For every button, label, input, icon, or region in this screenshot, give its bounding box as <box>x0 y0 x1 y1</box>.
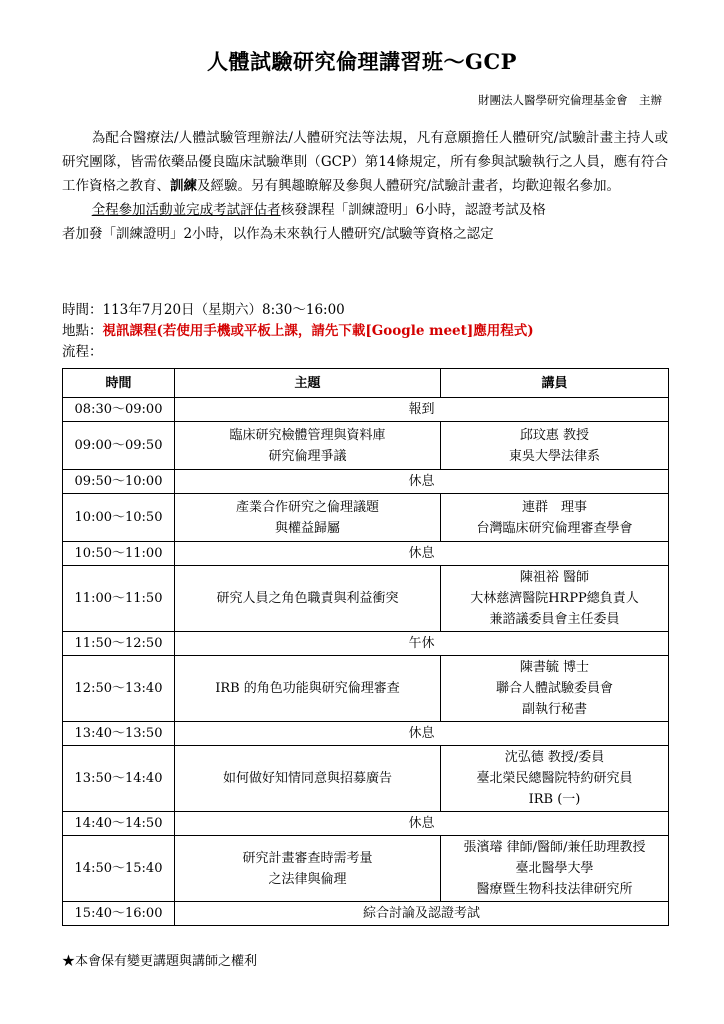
row-topic <box>175 746 441 812</box>
row-speaker <box>441 422 669 470</box>
place-label: 地點： <box>62 323 103 339</box>
row-topic <box>175 494 441 542</box>
topic-line: 研究倫理爭議 <box>268 448 347 464</box>
intro-text-end: 及經驗。另有興趣瞭解及參與人體研究/試驗計畫者，均歡迎報名參加。 <box>197 178 621 194</box>
header-time: 時間 <box>63 369 175 398</box>
page-title: 人體試驗研究倫理講習班～GCP <box>207 49 517 74</box>
speaker-line: 東吳大學法律系 <box>508 448 600 464</box>
row-speaker <box>441 494 669 542</box>
row-break: 休息 <box>175 470 669 494</box>
schedule-row <box>63 566 669 632</box>
row-time: 08:30～09:00 <box>63 398 175 422</box>
topic-line: 與權益歸屬 <box>274 520 340 536</box>
row-time: 14:40～14:50 <box>63 812 175 836</box>
row-speaker <box>441 566 669 632</box>
intro-text: 為配合醫療法/人體試驗管理辦法/人體研究法等法規，凡有意願擔任人體研究/試驗計畫主持人或研究團隊，皆需依藥品優良臨床試驗準則（GCP）第14條規定，所有參與試驗執行之人員，應有符合工作資格之教育、 <box>62 130 668 194</box>
schedule-row <box>63 542 669 566</box>
row-break: 綜合討論及認證考試 <box>175 902 669 926</box>
topic-line: 如何做好知情同意與招募廣告 <box>222 771 392 786</box>
row-speaker <box>441 746 669 812</box>
row-time: 13:40～13:50 <box>63 722 175 746</box>
row-time: 09:00～09:50 <box>63 422 175 470</box>
row-time: 11:50～12:50 <box>63 632 175 656</box>
schedule-table <box>62 368 669 926</box>
row-time: 15:40～16:00 <box>63 902 175 926</box>
row-time: 12:50～13:40 <box>63 656 175 722</box>
place-value: 視訊課程(若使用手機或平板上課，請先下載[Google meet]應用程式) <box>102 323 534 339</box>
row-break: 休息 <box>175 812 669 836</box>
event-place <box>62 321 668 342</box>
topic-line: 研究人員之角色職責與利益衝突 <box>216 591 399 606</box>
intro-section <box>62 126 668 246</box>
row-time: 09:50～10:00 <box>63 470 175 494</box>
speaker-line: 臺北醫學大學 <box>515 861 594 876</box>
speaker-line: 張濱璿 律師/醫師/兼任助理教授 <box>463 840 646 855</box>
schedule-row <box>63 902 669 926</box>
row-topic <box>175 422 441 470</box>
row-topic <box>175 836 441 902</box>
organizer-text: 財團法人醫學研究倫理基金會 主辦 <box>478 93 662 107</box>
row-topic <box>175 656 441 722</box>
certificate-condition: 全程參加活動並完成考試評估者 <box>91 202 281 218</box>
row-break: 休息 <box>175 542 669 566</box>
schedule-row <box>63 746 669 812</box>
certificate-paragraph <box>62 198 668 222</box>
row-break: 休息 <box>175 722 669 746</box>
flow-label: 流程： <box>62 344 103 360</box>
row-time: 11:00～11:50 <box>63 566 175 632</box>
speaker-line: IRB (一) <box>528 792 581 807</box>
speaker-line: 沈弘德 教授/委員 <box>504 750 605 765</box>
intro-paragraph <box>62 126 668 198</box>
schedule-row <box>63 812 669 836</box>
schedule-row <box>63 632 669 656</box>
schedule-row <box>63 422 669 470</box>
schedule-row <box>63 656 669 722</box>
row-time: 13:50～14:40 <box>63 746 175 812</box>
speaker-line: 副執行秘書 <box>521 702 587 717</box>
speaker-line: 兼諮議委員會主任委員 <box>489 612 620 627</box>
row-time: 14:50～15:40 <box>63 836 175 902</box>
speaker-line: 陳書毓 博士 <box>519 660 590 675</box>
row-break: 報到 <box>175 398 669 422</box>
speaker-line: 台灣臨床研究倫理審查學會 <box>476 520 633 536</box>
speaker-line: 大林慈濟醫院HRPP總負責人 <box>470 591 639 606</box>
training-emphasis: 訓練 <box>170 178 197 194</box>
event-time: 時間：113年7月20日（星期六）8:30～16:00 <box>62 302 345 318</box>
footnote: ★本會保有變更講題與講師之權利 <box>62 954 258 969</box>
schedule-row <box>63 398 669 422</box>
schedule-row <box>63 494 669 542</box>
row-break: 午休 <box>175 632 669 656</box>
row-time: 10:00～10:50 <box>63 494 175 542</box>
certificate-text: 核發課程「訓練證明」6小時，認證考試及格 <box>280 202 546 218</box>
schedule-header-row <box>63 369 669 398</box>
speaker-line: 連群 理事 <box>521 499 587 515</box>
row-topic <box>175 566 441 632</box>
speaker-line: 陳祖裕 醫師 <box>519 570 590 585</box>
topic-line: 產業合作研究之倫理議題 <box>235 499 379 515</box>
topic-line: IRB 的角色功能與研究倫理審查 <box>215 681 400 696</box>
speaker-line: 邱玟惠 教授 <box>519 427 590 443</box>
topic-line: 研究計畫審查時需考量 <box>242 850 373 866</box>
certificate-paragraph-cont: 者加發「訓練證明」2小時，以作為未來執行人體研究/試驗等資格之認定 <box>62 226 494 242</box>
schedule-row <box>63 722 669 746</box>
row-speaker <box>441 836 669 902</box>
row-time: 10:50～11:00 <box>63 542 175 566</box>
event-info <box>62 300 668 363</box>
header-speaker: 講員 <box>441 369 669 398</box>
schedule-row <box>63 470 669 494</box>
topic-line: 臨床研究檢體管理與資料庫 <box>229 427 386 443</box>
speaker-line: 聯合人體試驗委員會 <box>495 681 613 696</box>
speaker-line: 臺北榮民總醫院特約研究員 <box>476 771 633 786</box>
row-speaker <box>441 656 669 722</box>
schedule-body <box>63 398 669 926</box>
header-topic: 主題 <box>175 369 441 398</box>
topic-line: 之法律與倫理 <box>268 871 347 887</box>
speaker-line: 醫療暨生物科技法律研究所 <box>476 882 633 897</box>
schedule-row <box>63 836 669 902</box>
